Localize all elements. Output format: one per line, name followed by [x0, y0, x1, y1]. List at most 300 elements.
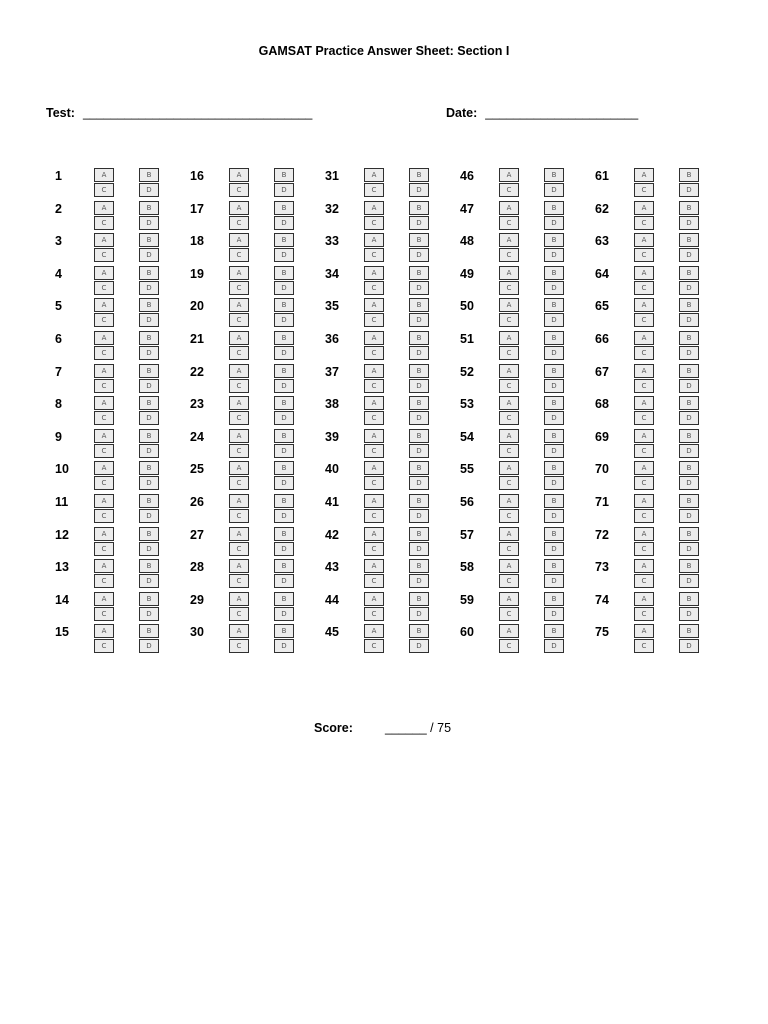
- answer-bubble[interactable]: C: [94, 639, 114, 653]
- answer-bubble[interactable]: A: [229, 298, 249, 312]
- answer-bubble[interactable]: D: [679, 542, 699, 556]
- answer-bubble[interactable]: C: [634, 574, 654, 588]
- answer-bubble[interactable]: D: [544, 248, 564, 262]
- answer-bubble[interactable]: C: [499, 411, 519, 425]
- answer-bubble[interactable]: C: [499, 607, 519, 621]
- answer-bubble[interactable]: C: [94, 411, 114, 425]
- answer-bubble[interactable]: A: [229, 494, 249, 508]
- answer-bubble[interactable]: A: [634, 461, 654, 475]
- answer-bubble[interactable]: B: [544, 331, 564, 345]
- answer-bubble[interactable]: A: [634, 592, 654, 606]
- answer-bubble[interactable]: D: [409, 411, 429, 425]
- answer-bubble[interactable]: C: [634, 509, 654, 523]
- answer-bubble[interactable]: B: [679, 396, 699, 410]
- answer-bubble[interactable]: A: [364, 494, 384, 508]
- answer-bubble[interactable]: B: [274, 494, 294, 508]
- answer-bubble[interactable]: C: [229, 248, 249, 262]
- answer-bubble[interactable]: A: [229, 592, 249, 606]
- answer-bubble[interactable]: D: [139, 379, 159, 393]
- answer-bubble[interactable]: B: [409, 592, 429, 606]
- answer-bubble[interactable]: A: [229, 331, 249, 345]
- answer-bubble[interactable]: A: [364, 592, 384, 606]
- answer-bubble[interactable]: C: [634, 216, 654, 230]
- answer-bubble[interactable]: C: [229, 183, 249, 197]
- answer-bubble[interactable]: C: [94, 574, 114, 588]
- answer-bubble[interactable]: A: [94, 461, 114, 475]
- answer-bubble[interactable]: A: [634, 364, 654, 378]
- answer-bubble[interactable]: D: [679, 476, 699, 490]
- answer-bubble[interactable]: B: [679, 559, 699, 573]
- answer-bubble[interactable]: C: [499, 444, 519, 458]
- answer-bubble[interactable]: D: [274, 607, 294, 621]
- answer-bubble[interactable]: D: [544, 607, 564, 621]
- answer-bubble[interactable]: C: [364, 411, 384, 425]
- answer-bubble[interactable]: B: [139, 624, 159, 638]
- answer-bubble[interactable]: A: [634, 168, 654, 182]
- answer-bubble[interactable]: A: [364, 396, 384, 410]
- answer-bubble[interactable]: A: [634, 527, 654, 541]
- answer-bubble[interactable]: B: [139, 527, 159, 541]
- answer-bubble[interactable]: B: [544, 396, 564, 410]
- answer-bubble[interactable]: D: [409, 216, 429, 230]
- answer-bubble[interactable]: A: [229, 233, 249, 247]
- answer-bubble[interactable]: B: [409, 396, 429, 410]
- answer-bubble[interactable]: B: [409, 298, 429, 312]
- answer-bubble[interactable]: C: [229, 216, 249, 230]
- answer-bubble[interactable]: C: [364, 379, 384, 393]
- answer-bubble[interactable]: B: [274, 298, 294, 312]
- answer-bubble[interactable]: A: [634, 233, 654, 247]
- answer-bubble[interactable]: C: [94, 346, 114, 360]
- answer-bubble[interactable]: C: [499, 248, 519, 262]
- answer-bubble[interactable]: B: [409, 364, 429, 378]
- answer-bubble[interactable]: D: [139, 574, 159, 588]
- answer-bubble[interactable]: A: [499, 429, 519, 443]
- answer-bubble[interactable]: B: [544, 624, 564, 638]
- answer-bubble[interactable]: A: [94, 396, 114, 410]
- answer-bubble[interactable]: A: [364, 266, 384, 280]
- answer-bubble[interactable]: C: [499, 639, 519, 653]
- answer-bubble[interactable]: C: [229, 281, 249, 295]
- answer-bubble[interactable]: A: [499, 233, 519, 247]
- answer-bubble[interactable]: A: [499, 461, 519, 475]
- answer-bubble[interactable]: B: [679, 168, 699, 182]
- answer-bubble[interactable]: D: [544, 509, 564, 523]
- answer-bubble[interactable]: D: [139, 542, 159, 556]
- answer-bubble[interactable]: C: [499, 509, 519, 523]
- answer-bubble[interactable]: B: [544, 298, 564, 312]
- answer-bubble[interactable]: C: [634, 379, 654, 393]
- answer-bubble[interactable]: A: [499, 168, 519, 182]
- answer-bubble[interactable]: D: [139, 346, 159, 360]
- answer-bubble[interactable]: D: [409, 542, 429, 556]
- answer-bubble[interactable]: A: [364, 559, 384, 573]
- answer-bubble[interactable]: B: [679, 201, 699, 215]
- answer-bubble[interactable]: D: [409, 509, 429, 523]
- answer-bubble[interactable]: A: [634, 396, 654, 410]
- answer-bubble[interactable]: A: [634, 559, 654, 573]
- answer-bubble[interactable]: A: [229, 364, 249, 378]
- answer-bubble[interactable]: B: [139, 233, 159, 247]
- answer-bubble[interactable]: D: [544, 346, 564, 360]
- answer-bubble[interactable]: C: [634, 411, 654, 425]
- answer-bubble[interactable]: D: [139, 411, 159, 425]
- answer-bubble[interactable]: C: [364, 574, 384, 588]
- answer-bubble[interactable]: D: [139, 476, 159, 490]
- answer-bubble[interactable]: D: [679, 281, 699, 295]
- answer-bubble[interactable]: D: [139, 444, 159, 458]
- answer-bubble[interactable]: D: [274, 248, 294, 262]
- answer-bubble[interactable]: C: [364, 607, 384, 621]
- answer-bubble[interactable]: A: [94, 331, 114, 345]
- answer-bubble[interactable]: A: [634, 429, 654, 443]
- answer-bubble[interactable]: D: [679, 574, 699, 588]
- date-field[interactable]: [446, 106, 638, 120]
- score-value[interactable]: ______ / 75: [385, 721, 452, 735]
- answer-bubble[interactable]: B: [679, 429, 699, 443]
- answer-bubble[interactable]: A: [499, 592, 519, 606]
- answer-bubble[interactable]: A: [364, 233, 384, 247]
- answer-bubble[interactable]: A: [364, 527, 384, 541]
- answer-bubble[interactable]: D: [274, 509, 294, 523]
- answer-bubble[interactable]: B: [679, 233, 699, 247]
- answer-bubble[interactable]: C: [229, 639, 249, 653]
- answer-bubble[interactable]: A: [94, 624, 114, 638]
- answer-bubble[interactable]: C: [364, 313, 384, 327]
- answer-bubble[interactable]: D: [274, 183, 294, 197]
- answer-bubble[interactable]: C: [499, 313, 519, 327]
- answer-bubble[interactable]: D: [139, 281, 159, 295]
- answer-bubble[interactable]: C: [364, 281, 384, 295]
- answer-bubble[interactable]: B: [139, 331, 159, 345]
- answer-bubble[interactable]: A: [364, 298, 384, 312]
- answer-bubble[interactable]: B: [274, 429, 294, 443]
- answer-bubble[interactable]: C: [94, 281, 114, 295]
- answer-bubble[interactable]: A: [94, 429, 114, 443]
- answer-bubble[interactable]: D: [409, 607, 429, 621]
- answer-bubble[interactable]: D: [139, 639, 159, 653]
- answer-bubble[interactable]: B: [679, 298, 699, 312]
- answer-bubble[interactable]: A: [229, 266, 249, 280]
- answer-bubble[interactable]: D: [139, 183, 159, 197]
- answer-bubble[interactable]: B: [679, 364, 699, 378]
- answer-bubble[interactable]: A: [364, 429, 384, 443]
- answer-bubble[interactable]: C: [229, 313, 249, 327]
- answer-bubble[interactable]: A: [634, 266, 654, 280]
- answer-bubble[interactable]: A: [499, 494, 519, 508]
- answer-bubble[interactable]: C: [229, 346, 249, 360]
- answer-bubble[interactable]: D: [274, 281, 294, 295]
- answer-bubble[interactable]: C: [499, 542, 519, 556]
- answer-bubble[interactable]: D: [409, 476, 429, 490]
- answer-bubble[interactable]: A: [364, 624, 384, 638]
- answer-bubble[interactable]: B: [409, 331, 429, 345]
- answer-bubble[interactable]: B: [544, 429, 564, 443]
- answer-bubble[interactable]: B: [274, 396, 294, 410]
- answer-bubble[interactable]: D: [679, 216, 699, 230]
- answer-bubble[interactable]: A: [94, 168, 114, 182]
- answer-bubble[interactable]: C: [94, 313, 114, 327]
- answer-bubble[interactable]: D: [544, 444, 564, 458]
- answer-bubble[interactable]: C: [499, 574, 519, 588]
- answer-bubble[interactable]: B: [409, 527, 429, 541]
- answer-bubble[interactable]: D: [139, 607, 159, 621]
- answer-bubble[interactable]: D: [139, 509, 159, 523]
- answer-bubble[interactable]: C: [364, 444, 384, 458]
- answer-bubble[interactable]: A: [634, 298, 654, 312]
- answer-bubble[interactable]: D: [274, 574, 294, 588]
- answer-bubble[interactable]: A: [94, 266, 114, 280]
- answer-bubble[interactable]: B: [139, 494, 159, 508]
- answer-bubble[interactable]: B: [139, 201, 159, 215]
- answer-bubble[interactable]: D: [409, 281, 429, 295]
- answer-bubble[interactable]: C: [634, 346, 654, 360]
- answer-bubble[interactable]: B: [679, 624, 699, 638]
- answer-bubble[interactable]: B: [409, 624, 429, 638]
- answer-bubble[interactable]: A: [229, 559, 249, 573]
- answer-bubble[interactable]: B: [274, 266, 294, 280]
- answer-bubble[interactable]: A: [499, 364, 519, 378]
- answer-bubble[interactable]: A: [634, 624, 654, 638]
- answer-bubble[interactable]: A: [634, 201, 654, 215]
- answer-bubble[interactable]: A: [94, 364, 114, 378]
- answer-bubble[interactable]: A: [229, 201, 249, 215]
- answer-bubble[interactable]: D: [544, 379, 564, 393]
- answer-bubble[interactable]: D: [409, 183, 429, 197]
- answer-bubble[interactable]: D: [274, 639, 294, 653]
- answer-bubble[interactable]: C: [94, 379, 114, 393]
- answer-bubble[interactable]: A: [364, 364, 384, 378]
- answer-bubble[interactable]: C: [229, 476, 249, 490]
- answer-bubble[interactable]: A: [634, 494, 654, 508]
- answer-bubble[interactable]: B: [139, 364, 159, 378]
- date-input-line[interactable]: ______________________: [485, 106, 639, 120]
- answer-bubble[interactable]: C: [634, 313, 654, 327]
- answer-bubble[interactable]: C: [499, 476, 519, 490]
- answer-bubble[interactable]: C: [229, 379, 249, 393]
- answer-bubble[interactable]: C: [634, 607, 654, 621]
- answer-bubble[interactable]: C: [94, 444, 114, 458]
- answer-bubble[interactable]: C: [364, 509, 384, 523]
- answer-bubble[interactable]: D: [679, 183, 699, 197]
- answer-bubble[interactable]: B: [544, 559, 564, 573]
- answer-bubble[interactable]: A: [229, 429, 249, 443]
- answer-bubble[interactable]: D: [679, 607, 699, 621]
- answer-bubble[interactable]: A: [94, 494, 114, 508]
- answer-bubble[interactable]: D: [409, 574, 429, 588]
- answer-bubble[interactable]: C: [364, 216, 384, 230]
- answer-bubble[interactable]: A: [94, 559, 114, 573]
- answer-bubble[interactable]: C: [499, 216, 519, 230]
- answer-bubble[interactable]: D: [274, 313, 294, 327]
- answer-bubble[interactable]: B: [139, 168, 159, 182]
- answer-bubble[interactable]: C: [634, 248, 654, 262]
- answer-bubble[interactable]: A: [364, 461, 384, 475]
- answer-bubble[interactable]: C: [634, 183, 654, 197]
- answer-bubble[interactable]: B: [544, 233, 564, 247]
- answer-bubble[interactable]: D: [409, 346, 429, 360]
- answer-bubble[interactable]: C: [229, 607, 249, 621]
- answer-bubble[interactable]: D: [544, 216, 564, 230]
- answer-bubble[interactable]: D: [679, 509, 699, 523]
- answer-bubble[interactable]: D: [409, 313, 429, 327]
- answer-bubble[interactable]: B: [544, 527, 564, 541]
- answer-bubble[interactable]: C: [364, 248, 384, 262]
- answer-bubble[interactable]: C: [94, 607, 114, 621]
- answer-bubble[interactable]: D: [409, 248, 429, 262]
- answer-bubble[interactable]: B: [409, 429, 429, 443]
- answer-bubble[interactable]: B: [679, 592, 699, 606]
- answer-bubble[interactable]: C: [364, 476, 384, 490]
- answer-bubble[interactable]: D: [544, 639, 564, 653]
- answer-bubble[interactable]: C: [94, 476, 114, 490]
- answer-bubble[interactable]: D: [544, 411, 564, 425]
- answer-bubble[interactable]: C: [94, 509, 114, 523]
- answer-bubble[interactable]: B: [139, 592, 159, 606]
- answer-bubble[interactable]: B: [274, 559, 294, 573]
- answer-bubble[interactable]: B: [544, 494, 564, 508]
- answer-bubble[interactable]: B: [139, 429, 159, 443]
- answer-bubble[interactable]: C: [364, 183, 384, 197]
- answer-bubble[interactable]: B: [409, 461, 429, 475]
- answer-bubble[interactable]: C: [229, 444, 249, 458]
- answer-bubble[interactable]: D: [274, 476, 294, 490]
- answer-bubble[interactable]: B: [139, 461, 159, 475]
- answer-bubble[interactable]: A: [94, 592, 114, 606]
- answer-bubble[interactable]: C: [364, 639, 384, 653]
- answer-bubble[interactable]: D: [679, 248, 699, 262]
- answer-bubble[interactable]: B: [544, 266, 564, 280]
- answer-bubble[interactable]: B: [679, 331, 699, 345]
- answer-bubble[interactable]: D: [274, 346, 294, 360]
- answer-bubble[interactable]: B: [409, 494, 429, 508]
- answer-bubble[interactable]: A: [364, 168, 384, 182]
- answer-bubble[interactable]: D: [544, 183, 564, 197]
- answer-bubble[interactable]: A: [229, 396, 249, 410]
- answer-bubble[interactable]: B: [544, 364, 564, 378]
- answer-bubble[interactable]: D: [274, 411, 294, 425]
- answer-bubble[interactable]: A: [94, 201, 114, 215]
- answer-bubble[interactable]: A: [364, 331, 384, 345]
- answer-bubble[interactable]: B: [679, 527, 699, 541]
- answer-bubble[interactable]: B: [544, 201, 564, 215]
- answer-bubble[interactable]: C: [364, 346, 384, 360]
- answer-bubble[interactable]: B: [679, 266, 699, 280]
- answer-bubble[interactable]: B: [274, 592, 294, 606]
- answer-bubble[interactable]: B: [274, 331, 294, 345]
- answer-bubble[interactable]: B: [679, 494, 699, 508]
- answer-bubble[interactable]: B: [409, 266, 429, 280]
- answer-bubble[interactable]: C: [94, 216, 114, 230]
- answer-bubble[interactable]: D: [679, 639, 699, 653]
- answer-bubble[interactable]: D: [409, 379, 429, 393]
- answer-bubble[interactable]: C: [229, 411, 249, 425]
- answer-bubble[interactable]: B: [274, 527, 294, 541]
- answer-bubble[interactable]: B: [409, 559, 429, 573]
- test-field[interactable]: [46, 106, 312, 120]
- answer-bubble[interactable]: D: [409, 639, 429, 653]
- answer-bubble[interactable]: C: [499, 346, 519, 360]
- answer-bubble[interactable]: C: [229, 574, 249, 588]
- answer-bubble[interactable]: B: [139, 559, 159, 573]
- answer-bubble[interactable]: C: [634, 542, 654, 556]
- answer-bubble[interactable]: C: [634, 639, 654, 653]
- answer-bubble[interactable]: C: [634, 476, 654, 490]
- answer-bubble[interactable]: B: [274, 201, 294, 215]
- answer-bubble[interactable]: D: [544, 542, 564, 556]
- answer-bubble[interactable]: D: [679, 346, 699, 360]
- answer-bubble[interactable]: D: [679, 379, 699, 393]
- answer-bubble[interactable]: B: [139, 396, 159, 410]
- answer-bubble[interactable]: A: [229, 624, 249, 638]
- answer-bubble[interactable]: B: [409, 168, 429, 182]
- answer-bubble[interactable]: A: [229, 527, 249, 541]
- answer-bubble[interactable]: B: [409, 201, 429, 215]
- answer-bubble[interactable]: B: [544, 461, 564, 475]
- answer-bubble[interactable]: A: [94, 527, 114, 541]
- answer-bubble[interactable]: D: [274, 379, 294, 393]
- answer-bubble[interactable]: A: [499, 331, 519, 345]
- answer-bubble[interactable]: A: [634, 331, 654, 345]
- answer-bubble[interactable]: D: [274, 216, 294, 230]
- answer-bubble[interactable]: D: [139, 216, 159, 230]
- answer-bubble[interactable]: D: [679, 444, 699, 458]
- answer-bubble[interactable]: D: [679, 411, 699, 425]
- answer-bubble[interactable]: D: [409, 444, 429, 458]
- answer-bubble[interactable]: C: [229, 509, 249, 523]
- test-input-line[interactable]: _________________________________: [82, 106, 313, 120]
- answer-bubble[interactable]: A: [499, 201, 519, 215]
- answer-bubble[interactable]: B: [274, 364, 294, 378]
- answer-bubble[interactable]: B: [409, 233, 429, 247]
- answer-bubble[interactable]: C: [499, 379, 519, 393]
- answer-bubble[interactable]: A: [364, 201, 384, 215]
- answer-bubble[interactable]: D: [544, 574, 564, 588]
- answer-bubble[interactable]: D: [544, 281, 564, 295]
- answer-bubble[interactable]: B: [274, 168, 294, 182]
- answer-bubble[interactable]: A: [499, 266, 519, 280]
- answer-bubble[interactable]: A: [94, 298, 114, 312]
- answer-bubble[interactable]: D: [274, 444, 294, 458]
- answer-bubble[interactable]: B: [679, 461, 699, 475]
- answer-bubble[interactable]: C: [94, 183, 114, 197]
- answer-bubble[interactable]: D: [544, 476, 564, 490]
- answer-bubble[interactable]: C: [364, 542, 384, 556]
- answer-bubble[interactable]: C: [634, 444, 654, 458]
- answer-bubble[interactable]: B: [274, 624, 294, 638]
- answer-bubble[interactable]: A: [499, 624, 519, 638]
- answer-bubble[interactable]: C: [499, 281, 519, 295]
- answer-bubble[interactable]: B: [139, 266, 159, 280]
- answer-bubble[interactable]: A: [229, 461, 249, 475]
- answer-bubble[interactable]: D: [544, 313, 564, 327]
- answer-bubble[interactable]: C: [499, 183, 519, 197]
- answer-bubble[interactable]: D: [274, 542, 294, 556]
- answer-bubble[interactable]: C: [94, 542, 114, 556]
- answer-bubble[interactable]: C: [94, 248, 114, 262]
- answer-bubble[interactable]: A: [499, 396, 519, 410]
- answer-bubble[interactable]: A: [94, 233, 114, 247]
- answer-bubble[interactable]: B: [544, 168, 564, 182]
- answer-bubble[interactable]: B: [139, 298, 159, 312]
- answer-bubble[interactable]: C: [634, 281, 654, 295]
- answer-bubble[interactable]: A: [499, 527, 519, 541]
- answer-bubble[interactable]: A: [499, 559, 519, 573]
- answer-bubble[interactable]: A: [499, 298, 519, 312]
- answer-bubble[interactable]: D: [679, 313, 699, 327]
- answer-bubble[interactable]: D: [139, 248, 159, 262]
- answer-bubble[interactable]: B: [274, 461, 294, 475]
